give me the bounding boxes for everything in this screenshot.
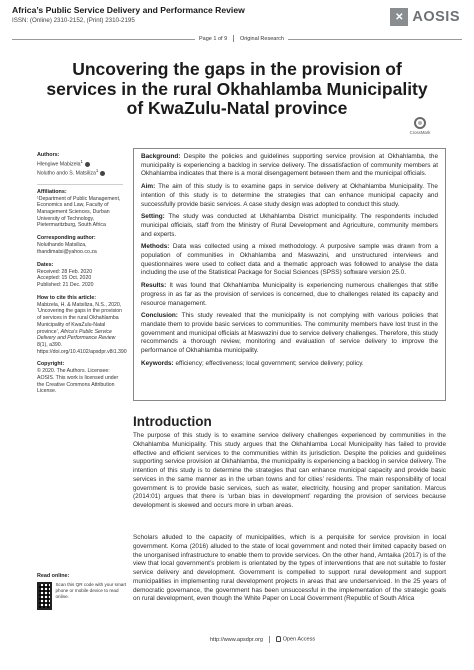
divider [37, 184, 123, 185]
page-header [0, 0, 474, 35]
text: The aim of this study is to examine gaps in service delivery at Okhahlamba Municipality. The intention of this study is to determine the strategies that can enhance municipal capacity and successfully provide basic services. A case study design was adopted to conduct this study. [141, 183, 438, 208]
separator [269, 636, 270, 643]
page-info [195, 35, 288, 42]
copyright-text: © 2020. The Authors. Licensee: AOSIS. This work is licensed under the Creative Commons Attribution License. [37, 368, 119, 395]
page-number: Page 1 of 9 [199, 35, 228, 42]
author-1-name: Hlengiwe Mabizela [37, 161, 81, 168]
label: Background: [141, 153, 181, 160]
abstract-setting [141, 213, 438, 239]
label: Conclusion: [141, 312, 178, 320]
abstract-methods [141, 243, 438, 278]
footer-url[interactable]: http://www.apsdpr.org [210, 636, 263, 643]
abstract-keywords [141, 360, 438, 369]
read-online-row [37, 582, 127, 610]
introduction-paragraph-2: Scholars alluded to the capacity of municipalities, which is a perquisite for service provision in local government. Koma (2016) alluded to the state of local government and noted their limited capacity based on the unorganised infrastructure to enable them to provide services. On the other hand, Amtaika (2017) is of the view that local government’s problem is orientated by the types of interventions that are not suitable to foster service delivery and development. Government is compelled to support rural development and support municipalities in implementing rural development projects in areas that are underserviced. In the 25 years of democratic governance, the government has been unsuccessful in the implementation of the strategic goals on rural development, even though the White Paper on Local Government (Republic of South Africa [133, 534, 446, 603]
orcid-icon[interactable] [85, 162, 90, 167]
affiliations-text: ¹Department of Public Management, Economics and Law, Faculty of Management Sciences, Durban University of Technology, Pietermaritzburg, South Africa [37, 195, 121, 229]
dates-heading: Dates: [37, 261, 54, 268]
label: Methods: [141, 243, 170, 251]
abstract-results [141, 282, 438, 308]
orcid-icon[interactable] [100, 171, 105, 176]
citation-journal: Africa’s Public Service Delivery and Performance Review [37, 328, 116, 342]
date-published: Published: 21 Dec. 2020 [37, 282, 94, 288]
label: Keywords: [141, 359, 174, 367]
logo-text: AOSIS [412, 9, 460, 25]
open-access [276, 636, 315, 642]
corresponding-email[interactable]: thandimatsi@yahoo.co.za [37, 248, 97, 255]
citation-heading: How to cite this article: [37, 294, 97, 301]
text: Despite the policies and guidelines supporting service provision at Okhahlamba, the municipality is experiencing a backlog in service delivery. The dissatisfaction of community members at Okhahlamba indicates that there is a moral disengagement between them and the municipal officials. [141, 153, 438, 178]
journal-issn: ISSN: (Online) 2310-2152, (Print) 2310-2195 [12, 17, 135, 24]
page-info-bar [0, 35, 474, 43]
label: Results: [141, 282, 167, 290]
date-received: Received: 28 Feb. 2020 [37, 268, 93, 275]
citation-doi[interactable]: 8(1), a390. https://doi.org/10.4102/apsdpr.v8i1.390 [37, 341, 127, 355]
separator [233, 35, 234, 42]
crossmark-label: CrossMark [409, 130, 431, 135]
text: efficiency; effectiveness; local government; service delivery; policy. [175, 359, 364, 367]
label: Setting: [141, 213, 165, 221]
affiliations-heading: Affiliations: [37, 188, 67, 195]
abstract-background [141, 153, 438, 179]
text: Data was collected using a mixed methodology. A purposive sample was drawn from a population of communities in Okhahlamba and Maswazini, and unstructured interviews and questionnaires were used to collect data and a thematic approach was followed to analyse the data including the use of the Statistical Package for Social Sciences (SPSS) software version 25.0. [141, 243, 438, 277]
dates-block [37, 262, 123, 289]
text: It was found that Okhahlamba Municipality is experiencing numerous challenges that stifle progress in as far as the provision of services is concerned, due to challenges related its capacity and resource management. [141, 282, 439, 307]
citation-text [37, 301, 127, 356]
authors-block [37, 152, 123, 178]
corresponding-block [37, 235, 123, 255]
corresponding-heading: Corresponding author: [37, 235, 96, 242]
aosis-mark-icon: ✕ [390, 8, 408, 26]
citation-plain: Mabizela, H. & Matsiliza, N.S., 2020, ‘Uncovering the gaps in the provision of services in the rural Okhahlamba Municipality of KwaZulu-Natal province’, [37, 301, 123, 335]
affiliations-block [37, 189, 123, 230]
crossmark-icon [414, 117, 426, 129]
page-footer [0, 633, 474, 647]
article-title: Uncovering the gaps in the provision of services in the rural Okhahlamba Municipality of KwaZulu-Natal province [46, 59, 428, 118]
read-online-heading: Read online: [37, 573, 70, 579]
abstract-box [133, 148, 446, 401]
qr-instructions: Scan this QR code with your smart phone or mobile device to read online. [55, 582, 127, 599]
corresponding-name: Noluthando Matsiliza, [37, 242, 87, 249]
citation-block [37, 294, 127, 356]
footer-info [210, 636, 315, 643]
read-online-block [37, 573, 127, 610]
label: Aim: [141, 183, 156, 191]
publisher-logo[interactable] [390, 8, 460, 26]
article-type: Original Research [239, 35, 284, 42]
introduction-paragraph-1: The purpose of this study is to examine service delivery challenges experienced by communities in the Okhahlamba Municipality. This study argues that the Okhahlamba Local Municipality has failed to provide effective and efficient services to the communities within its jurisdiction. Despite the policies and guidelines supporting service provision at Okhahlamba, the municipality is experiencing a backlog in service delivery. The intention of this study is to determine the strategies that can enhance municipal capacity and provide basic services in the same manner as in the urban towns and for cities’ residents. The main responsibility of local government is to provide basic services, such as water, electricity, housing and proper sanitation. Marcus (2014:01) argues that there is ‘urban bias in development’ regarding the provision of services because development is skewed and occurs more in urban areas. [133, 432, 446, 509]
author-1[interactable]: Hlengiwe Mabizela$^1$ [37, 159, 123, 168]
copyright-heading: Copyright: [37, 361, 65, 368]
text: The study was conducted at Ukhahlamba District municipality. The respondents included municipal officials, staff from the Ministry of Rural Development and Agriculture, community members and experts. [141, 213, 438, 238]
author-2[interactable]: Nolutho ando S. Matsiliza$^1$ [37, 168, 123, 177]
journal-title: Africa’s Public Service Delivery and Performance Review [12, 5, 245, 15]
open-access-label: Open Access [282, 636, 316, 643]
open-access-icon [276, 636, 281, 642]
crossmark-badge[interactable] [405, 117, 435, 135]
date-accepted: Accepted: 15 Oct. 2020 [37, 275, 92, 282]
copyright-block [37, 361, 123, 395]
qr-code-icon[interactable] [37, 582, 52, 610]
abstract-aim [141, 183, 438, 209]
abstract-conclusion [141, 312, 438, 356]
article-sidebar [37, 152, 127, 401]
text: This study revealed that the municipality is not complying with various policies that mandate them to provide basic services to communities. The community members have lost trust in the government and municipal officials at Maswazini due to service delivery challenges. Therefore, this study recommends a thorough review, monitoring and evaluation of service delivery to improve the performance of Okhahlamba municipality. [141, 312, 438, 355]
introduction-heading: Introduction [133, 414, 212, 429]
author-2-name: Nolutho ando S. Matsiliza [37, 171, 96, 178]
authors-heading: Authors: [37, 152, 60, 158]
